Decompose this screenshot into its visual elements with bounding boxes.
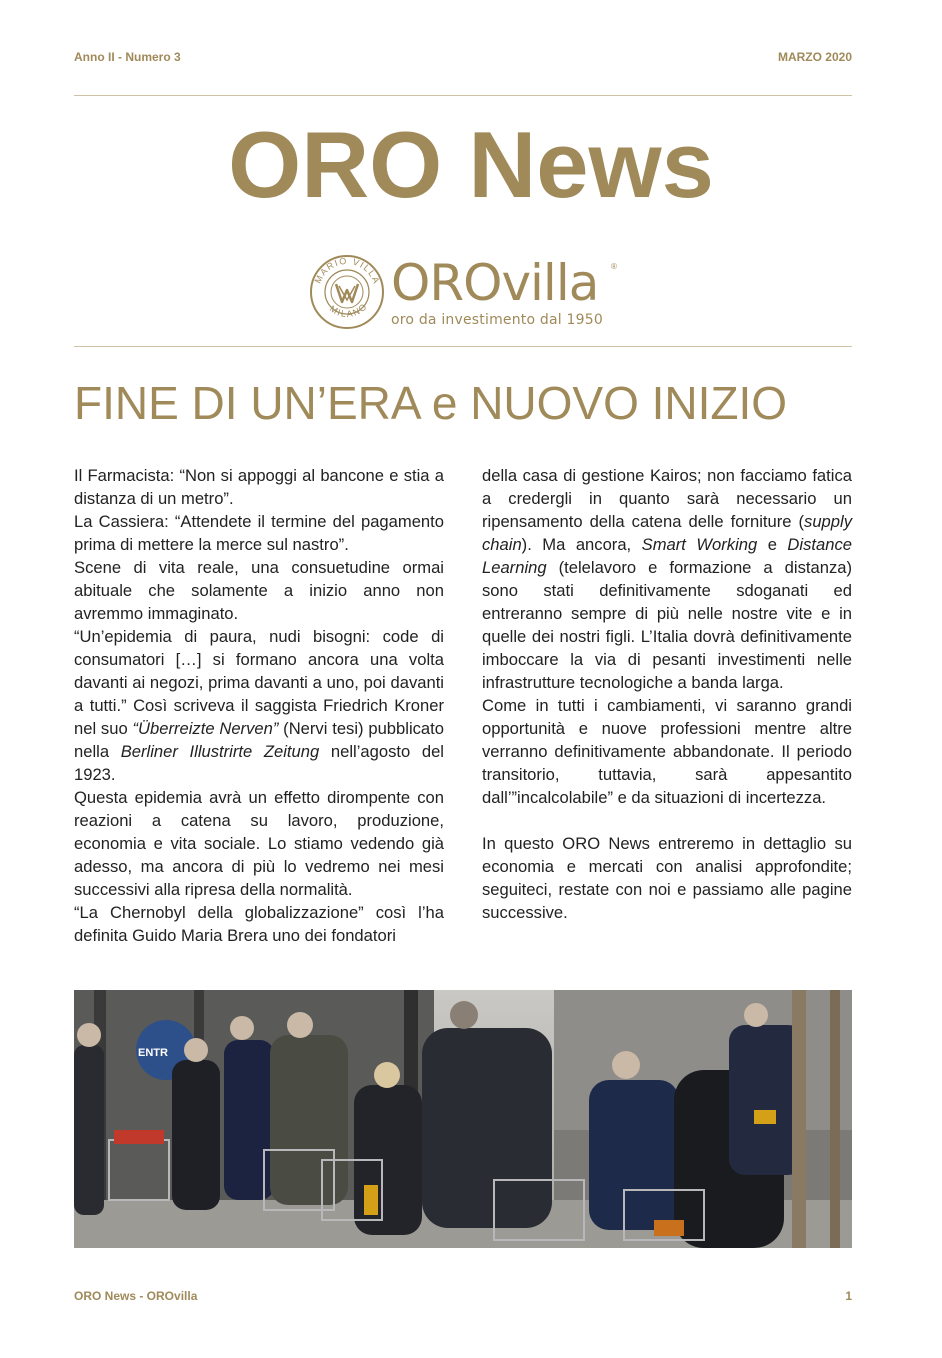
page-number: 1: [845, 1289, 852, 1303]
text-run: della casa di gestione Kairos; non facciamo fatica a credergli in quanto sarà necessario un ripensamento della catena delle forniture (: [482, 466, 852, 531]
issue-number: Anno II - Numero 3: [74, 50, 181, 64]
text-run: e: [757, 535, 788, 554]
paragraph: Come in tutti i cambiamenti, vi saranno grandi opportunità e nuove professioni mentre altre verranno definitivamente abbandonate. Il periodo transitorio, tuttavia, sarà appesantito dall’”incalcolabile” e da situazioni di incertezza.: [482, 696, 852, 807]
paragraph: [74, 625, 444, 786]
italic-title: “Überreizte Nerven”: [132, 719, 279, 738]
header-divider: [74, 95, 852, 96]
paragraph: Il Farmacista: “Non si appoggi al bancone e stia a distanza di un metro”.: [74, 466, 444, 508]
article-column-left: [74, 464, 444, 947]
svg-text:MILANO: MILANO: [327, 300, 370, 320]
italic-term: Distance Learning: [482, 535, 852, 577]
svg-text:MARIO VILLA: MARIO VILLA: [312, 255, 382, 287]
orovilla-wordmark: OROvilla: [391, 254, 599, 312]
article-photo: [74, 990, 852, 1248]
paragraph-spacer: [482, 809, 852, 832]
italic-term: Smart Working: [641, 535, 758, 554]
paragraph: La Cassiera: “Attendete il termine del pagamento prima di mettere la merce sul nastro”.: [74, 512, 444, 554]
logo-tagline: oro da investimento dal 1950: [391, 312, 603, 328]
issue-date: MARZO 2020: [777, 50, 852, 64]
text-run: ). Ma ancora,: [521, 535, 642, 554]
masthead-title: ORO News: [228, 112, 714, 217]
mario-villa-seal-icon: [309, 254, 385, 330]
text-run: (telelavoro e formazione a distanza) sono stati definitivamente sdoganati ed entreranno sempre di più nelle nostre vite e in quelle dei nostri figli. L’Italia dovrà definitivamente imboccare la via di pesanti investimenti nelle infrastrutture tecnologiche a banda larga.: [482, 558, 852, 692]
text-run: (Nervi tesi) pubblicato nella: [74, 719, 444, 761]
paragraph: Scene di vita reale, una consuetudine ormai abituale che solamente a inizio anno non avremmo immaginato.: [74, 558, 444, 623]
orovilla-logo: [309, 254, 639, 334]
entrance-sign-text: ENTR: [138, 1047, 168, 1059]
footer-publication: ORO News - OROvilla: [74, 1289, 198, 1303]
paragraph: “La Chernobyl della globalizzazione” così l’ha definita Guido Maria Brera uno dei fondatori: [74, 903, 444, 945]
italic-term: supply chain: [482, 512, 852, 554]
article-column-right: [482, 464, 852, 924]
shoppers-queue-illustration: [74, 990, 852, 1248]
masthead-divider: [74, 346, 852, 347]
paragraph: In questo ORO News entreremo in dettaglio su economia e mercati con analisi approfondite; seguiteci, restate con noi e passiamo alle pagine successive.: [482, 834, 852, 922]
italic-publication: Berliner Illustrirte Zeitung: [120, 742, 320, 761]
text-run: “Un’epidemia di paura, nudi bisogni: code di consumatori […] si formano ancora una volta davanti ai negozi, prima davanti a uno, poi davanti a tutti.” Così scriveva il saggista Friedrich Kroner nel suo: [74, 627, 444, 738]
article-headline: FINE DI UN’ERA e NUOVO INIZIO: [74, 377, 788, 429]
paragraph: Questa epidemia avrà un effetto dirompente con reazioni a catena su lavoro, produzione, economia e vita sociale. Lo stiamo vedendo già adesso, ma ancora di più lo vedremo nei mesi successivi alla ripresa della normalità.: [74, 788, 444, 899]
registered-mark: ®: [611, 262, 617, 271]
paragraph: [482, 464, 852, 694]
text-run: nell’agosto del 1923.: [74, 742, 444, 784]
